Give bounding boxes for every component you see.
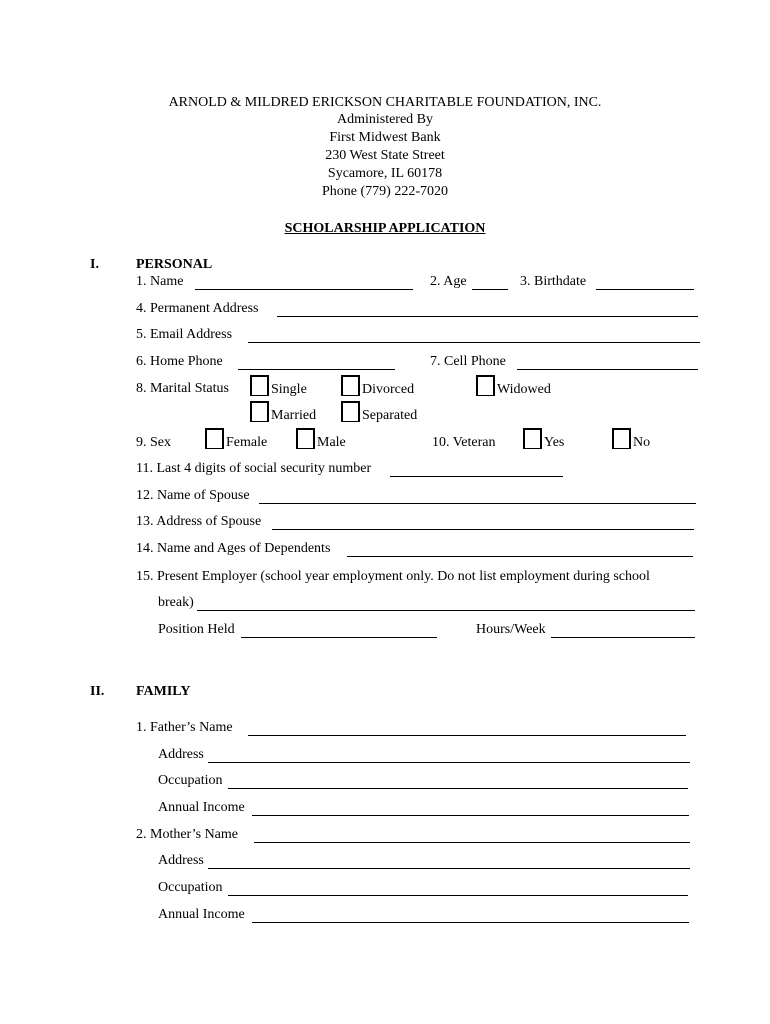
mother-income-field[interactable] bbox=[252, 922, 689, 923]
employer-field[interactable] bbox=[197, 610, 695, 611]
field-label: 2. Mother’s Name bbox=[136, 827, 238, 842]
field-label: Address bbox=[158, 853, 204, 868]
single-checkbox[interactable] bbox=[250, 375, 269, 396]
hours-field[interactable] bbox=[551, 637, 695, 638]
email-field[interactable] bbox=[248, 342, 700, 343]
mother-name-field[interactable] bbox=[254, 842, 690, 843]
father-address-field[interactable] bbox=[208, 762, 690, 763]
field-label: 6. Home Phone bbox=[136, 354, 223, 369]
position-field[interactable] bbox=[241, 637, 437, 638]
field-label: 4. Permanent Address bbox=[136, 301, 259, 316]
field-label: 1. Name bbox=[136, 274, 184, 289]
spouse-address-field[interactable] bbox=[272, 529, 694, 530]
age-field[interactable] bbox=[472, 289, 508, 290]
section-title: PERSONAL bbox=[136, 257, 213, 272]
field-label: Position Held bbox=[158, 622, 235, 637]
field-label: 15. Present Employer (school year employment only. Do not list employment during school bbox=[136, 569, 650, 584]
phone-number: Phone (779) 222-7020 bbox=[322, 184, 448, 199]
divorced-checkbox[interactable] bbox=[341, 375, 360, 396]
permanent-address-field[interactable] bbox=[277, 316, 698, 317]
cell-phone-field[interactable] bbox=[517, 369, 698, 370]
field-label: Annual Income bbox=[158, 800, 245, 815]
dependents-field[interactable] bbox=[347, 556, 693, 557]
veteran-no-checkbox[interactable] bbox=[612, 428, 631, 449]
field-label: 11. Last 4 digits of social security number bbox=[136, 461, 372, 476]
option-label: Married bbox=[271, 408, 317, 423]
birthdate-field[interactable] bbox=[596, 289, 694, 290]
field-label: Occupation bbox=[158, 880, 223, 895]
foundation-name: ARNOLD & MILDRED ERICKSON CHARITABLE FOUNDATION, INC. bbox=[168, 95, 602, 110]
street-address: 230 West State Street bbox=[325, 148, 445, 163]
ssn-field[interactable] bbox=[390, 476, 563, 477]
section-numeral: II. bbox=[90, 684, 105, 699]
field-label: break) bbox=[158, 595, 194, 610]
option-label: Female bbox=[226, 435, 268, 450]
field-label: 3. Birthdate bbox=[520, 274, 587, 289]
field-label: Occupation bbox=[158, 773, 223, 788]
option-label: Divorced bbox=[362, 382, 415, 397]
father-occupation-field[interactable] bbox=[228, 788, 688, 789]
field-label: Annual Income bbox=[158, 907, 245, 922]
field-label: Hours/Week bbox=[476, 622, 546, 637]
father-income-field[interactable] bbox=[252, 815, 689, 816]
married-checkbox[interactable] bbox=[250, 401, 269, 422]
father-name-field[interactable] bbox=[248, 735, 686, 736]
home-phone-field[interactable] bbox=[238, 369, 395, 370]
city-state-zip: Sycamore, IL 60178 bbox=[327, 166, 443, 181]
option-label: Yes bbox=[544, 435, 565, 450]
widowed-checkbox[interactable] bbox=[476, 375, 495, 396]
option-label: Widowed bbox=[497, 382, 551, 397]
separated-checkbox[interactable] bbox=[341, 401, 360, 422]
veteran-yes-checkbox[interactable] bbox=[523, 428, 542, 449]
field-label: 8. Marital Status bbox=[136, 381, 229, 396]
administered-by: Administered By bbox=[336, 112, 434, 127]
mother-address-field[interactable] bbox=[208, 868, 690, 869]
option-label: Single bbox=[271, 382, 307, 397]
field-label: 1. Father’s Name bbox=[136, 720, 233, 735]
mother-occupation-field[interactable] bbox=[228, 895, 688, 896]
field-label: 14. Name and Ages of Dependents bbox=[136, 541, 331, 556]
bank-name: First Midwest Bank bbox=[329, 130, 441, 145]
field-label: 7. Cell Phone bbox=[430, 354, 506, 369]
field-label: 9. Sex bbox=[136, 435, 171, 450]
option-label: Separated bbox=[362, 408, 418, 423]
name-field[interactable] bbox=[195, 289, 413, 290]
field-label: 2. Age bbox=[430, 274, 467, 289]
option-label: Male bbox=[317, 435, 346, 450]
form-title: SCHOLARSHIP APPLICATION bbox=[284, 221, 486, 236]
female-checkbox[interactable] bbox=[205, 428, 224, 449]
male-checkbox[interactable] bbox=[296, 428, 315, 449]
option-label: No bbox=[633, 435, 651, 450]
field-label: 12. Name of Spouse bbox=[136, 488, 250, 503]
field-label: 13. Address of Spouse bbox=[136, 514, 262, 529]
field-label: 5. Email Address bbox=[136, 327, 233, 342]
field-label: 10. Veteran bbox=[432, 435, 496, 450]
section-numeral: I. bbox=[90, 257, 99, 272]
field-label: Address bbox=[158, 747, 204, 762]
section-title: FAMILY bbox=[136, 684, 191, 699]
spouse-name-field[interactable] bbox=[259, 503, 696, 504]
